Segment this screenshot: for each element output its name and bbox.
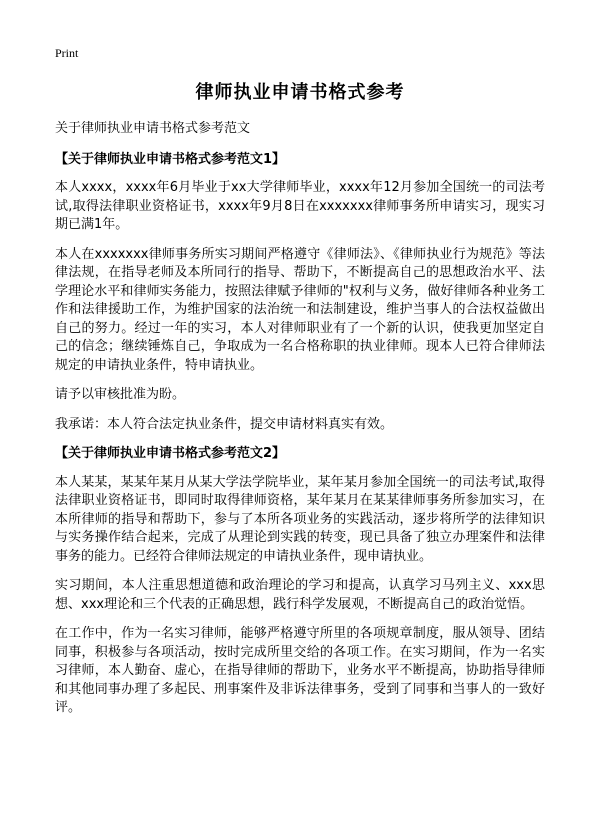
- paragraph: 本人xxxx，xxxx年6月毕业于xx大学律师毕业，xxxx年12月参加全国统一的司法考试,取得法律职业资格证书，xxxx年9月8日在xxxxxxx律师事务所申请实习，现实习期已满1年。: [55, 180, 545, 232]
- paragraph: 我承诺：本人符合法定执业条件，提交申请材料真实有效。: [55, 416, 394, 432]
- page-title: 律师执业申请书格式参考: [195, 82, 405, 103]
- document-subtitle: 关于律师执业申请书格式参考范文: [55, 121, 251, 136]
- paragraph: 在工作中，作为一名实习律师，能够严格遵守所里的各项规章制度，服从领导、团结同事，积极参与各项活动，按时完成所里交给的各项工作。在实习期间，作为一名实习律师，本人勤奋、虚心，在指导律师的帮助下，业务水平不断提高，协助指导律师和其他同事办理了多起民、刑事案件及非诉法律事务，受到了同事和当事人的一致好评。: [55, 626, 545, 715]
- print-label: Print: [55, 46, 79, 60]
- document-body: [55, 120, 545, 729]
- section-heading-1: 【关于律师执业申请书格式参考范文1】: [55, 151, 286, 167]
- paragraph: 请予以审核批准为盼。: [55, 387, 186, 402]
- paragraph: 本人在xxxxxxx律师事务所实习期间严格遵守《律师法》、《律师执业行为规范》等法律法规，在指导老师及本所同行的指导、帮助下，不断提高自己的思想政治水平、法学理论水平和律师实务能力，按照法律赋予律师的"权利与义务，做好律师各种业务工作和法律援助工作，为维护国家的法治统一和法制建设，维护当事人的合法权益做出自己的努力。经过一年的实习，本人对律师职业有了一个新的认识，使我更加坚定自己的信念；继续锤炼自己，争取成为一名合格称职的执业律师。现本人已符合律师法规定的申请执业条件，特申请执业。: [55, 246, 545, 373]
- paragraph: 本人某某，某某年某月从某大学法学院毕业，某年某月参加全国统一的司法考试,取得法律职业资格证书，即同时取得律师资格，某年某月在某某律师事务所参加实习，在本所律师的指导和帮助下，参与了本所各项业务的实践活动，逐步将所学的法律知识与实务操作结合起来，完成了从理论到实践的转变，现已具备了独立办理案件和法律事务的能力。已经符合律师法规定的申请执业条件，现申请执业。: [55, 474, 545, 564]
- paragraph: 实习期间，本人注重思想道德和政治理论的学习和提高，认真学习马列主义、xxx思想、xxx理论和三个代表的正确思想，践行科学发展观，不断提高自己的政治觉悟。: [55, 578, 545, 612]
- section-heading-2: 【关于律师执业申请书格式参考范文2】: [55, 446, 286, 461]
